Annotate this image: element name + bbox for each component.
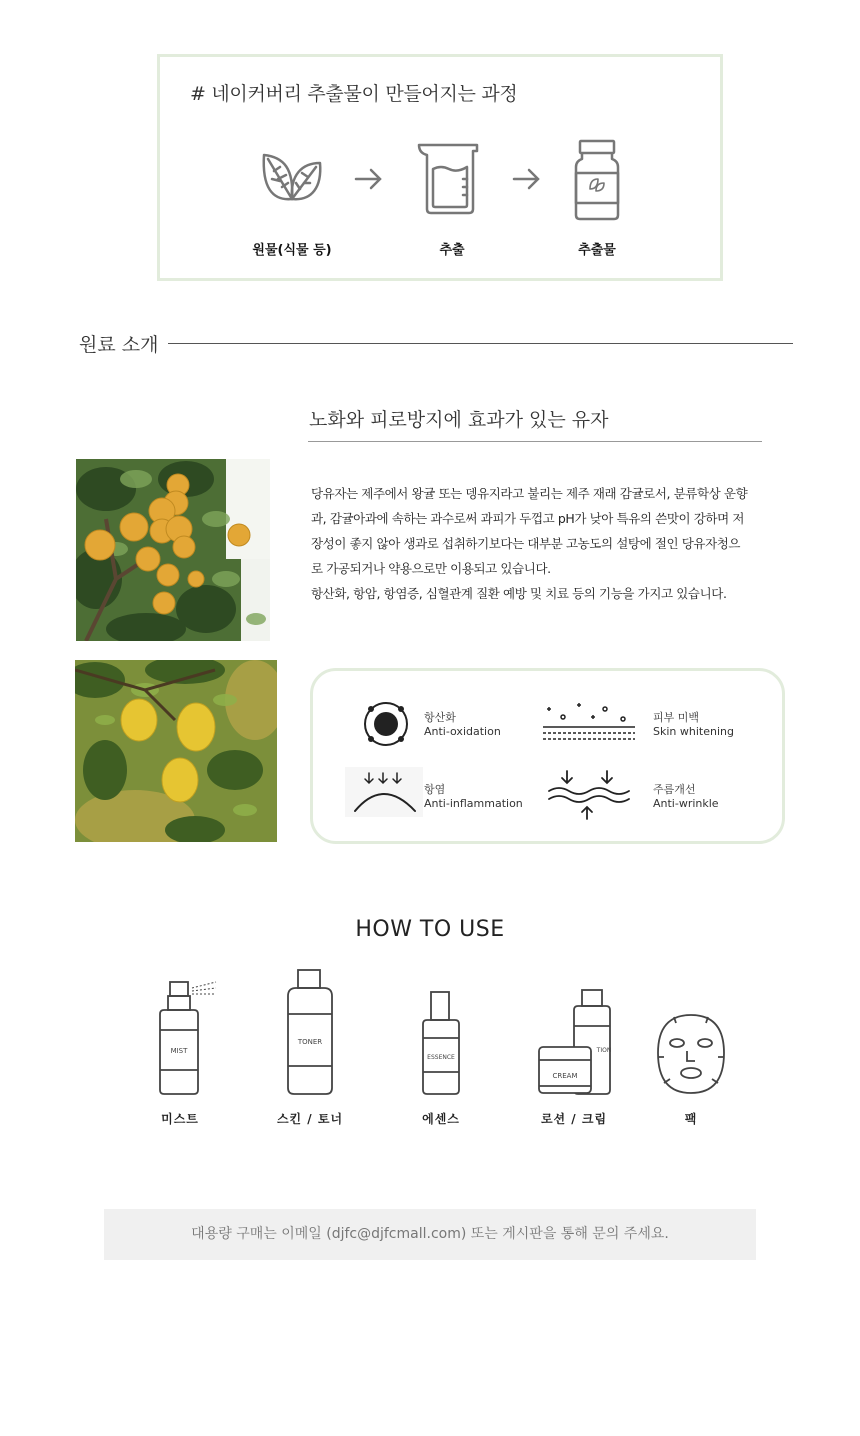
description-line: 과, 감귤아과에 속하는 과수로써 과피가 두껍고 pH가 낮아 특유의 쓴맛이 강하며 저	[311, 511, 745, 526]
benefit-anti-oxidation	[424, 711, 501, 739]
use-label-mist: 미스트	[161, 1112, 199, 1126]
bottle-icon	[572, 139, 622, 221]
arrow-right-icon	[512, 167, 542, 191]
use-label-toner: 스킨 / 토너	[276, 1112, 344, 1126]
step-label-extractant: 추출물	[578, 243, 616, 258]
yuja-description	[311, 481, 791, 606]
yuja-fruit-photo	[75, 660, 277, 842]
benefit-anti-inflammation	[424, 783, 523, 811]
yuja-title-divider	[308, 441, 762, 442]
benefit-en: Anti-oxidation	[424, 725, 501, 738]
bulk-purchase-notice: 대용량 구매는 이메일 (djfc@djfcmall.com) 또는 게시판을 통해 문의 주세요.	[104, 1209, 756, 1260]
essence-bottle-text: ESSENCE	[427, 1054, 455, 1061]
use-label-pack: 팩	[684, 1112, 698, 1126]
yuja-title: 노화와 피로방지에 효과가 있는 유자	[309, 409, 609, 431]
use-label-lotion-cream: 로션 / 크림	[540, 1112, 608, 1126]
toner-bottle-icon	[284, 968, 336, 1098]
anti-inflammation-icon	[345, 767, 423, 817]
benefit-en: Anti-wrinkle	[653, 797, 719, 810]
benefits-box	[310, 668, 785, 844]
leaves-icon	[258, 149, 326, 209]
benefit-en: Skin whitening	[653, 725, 734, 738]
face-mask-icon	[654, 1013, 728, 1095]
benefit-ko: 주름개선	[653, 783, 696, 796]
section-title: 원료 소개	[79, 334, 159, 356]
beaker-icon	[415, 139, 485, 217]
anti-wrinkle-icon	[547, 769, 631, 821]
how-to-use-title: HOW TO USE	[355, 917, 505, 942]
description-line: 당유자는 제주에서 왕귤 또는 뎅유지라고 불리는 제주 재래 감귤로서, 분류학상 운향	[311, 486, 748, 501]
arrow-right-icon	[354, 167, 384, 191]
description-line: 로 가공되거나 약용으로만 이용되고 있습니다.	[311, 561, 551, 576]
description-line: 장성이 좋지 않아 생과로 섭취하기보다는 대부분 고농도의 설탕에 절인 당유자청으	[311, 536, 741, 551]
benefit-anti-wrinkle	[653, 783, 719, 811]
mist-bottle-icon	[154, 978, 220, 1098]
section-divider	[168, 343, 793, 344]
lotion-cream-icon	[536, 988, 616, 1098]
skin-whitening-icon	[541, 703, 637, 745]
mist-bottle-text: MIST	[170, 1047, 188, 1055]
step-label-raw: 원물(식물 등)	[252, 243, 332, 258]
benefit-en: Anti-inflammation	[424, 797, 523, 810]
anti-oxidation-icon	[361, 699, 411, 749]
toner-bottle-text: TONER	[297, 1038, 323, 1046]
step-label-extract: 추출	[439, 243, 465, 258]
benefit-ko: 피부 미백	[653, 711, 700, 724]
benefit-ko: 항산화	[424, 711, 456, 724]
description-line: 항산화, 항암, 항염증, 심혈관계 질환 예방 및 치료 등의 기능을 가지고 있습니다.	[311, 586, 727, 601]
cream-jar-text: CREAM	[552, 1072, 578, 1080]
use-label-essence: 에센스	[422, 1112, 460, 1126]
process-title: # 네이커버리 추출물이 만들어지는 과정	[190, 83, 518, 105]
process-box	[157, 54, 723, 281]
essence-bottle-icon	[419, 990, 463, 1098]
benefit-skin-whitening	[653, 711, 734, 739]
yuja-tree-photo	[76, 459, 270, 641]
lotion-bottle-text: TION	[596, 1047, 612, 1054]
benefit-ko: 항염	[424, 783, 446, 796]
